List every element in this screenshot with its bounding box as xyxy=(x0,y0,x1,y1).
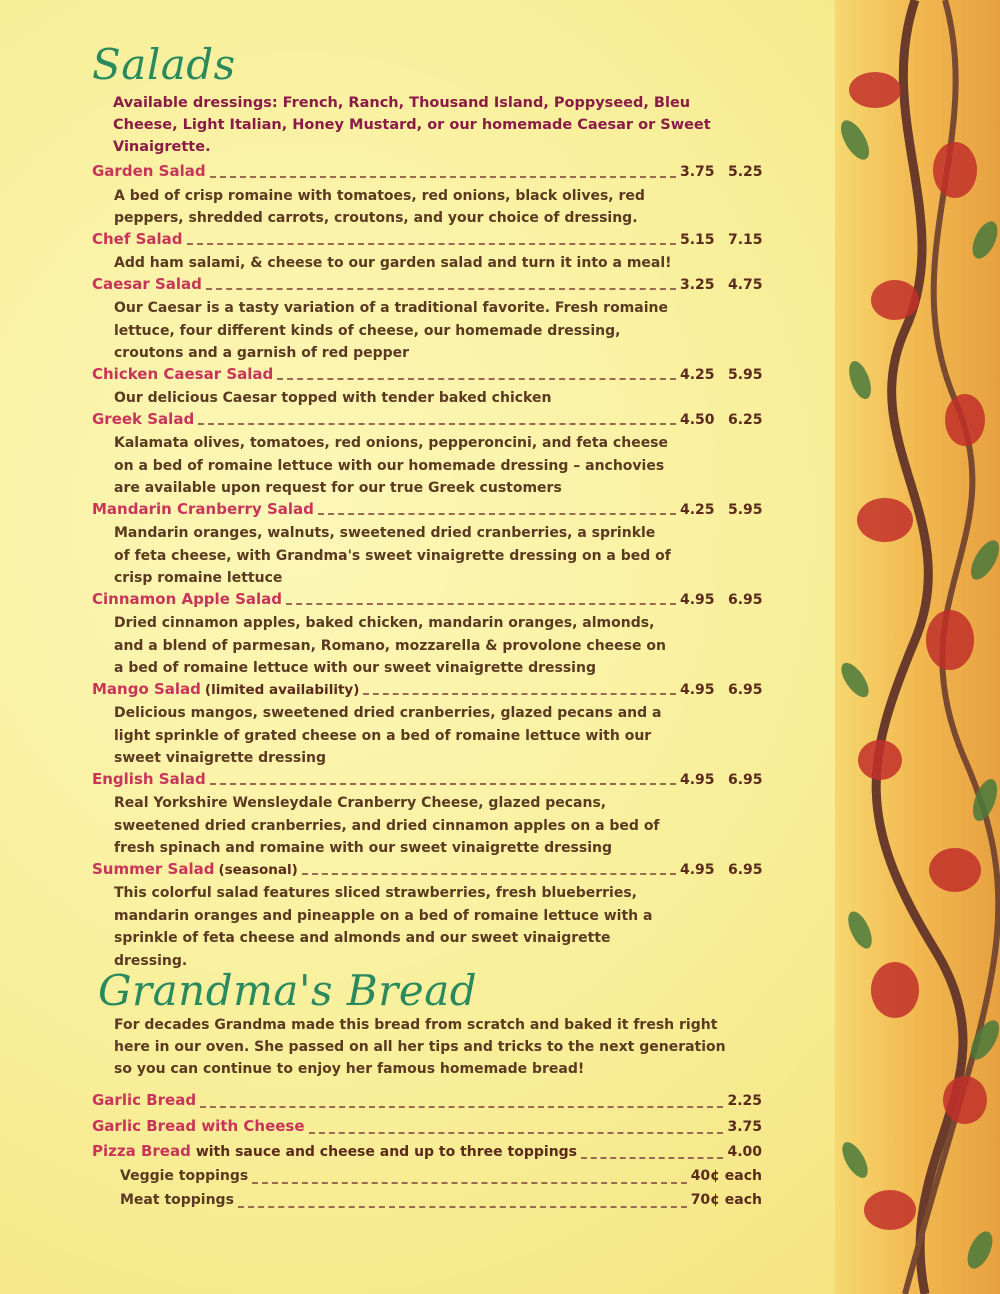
dressings-note: Available dressings: French, Ranch, Thousand Island, Poppyseed, Bleu Cheese, Light Italian, Honey Mustard, or our homemade Caesar or Sweet Vinaigrette. xyxy=(113,95,711,155)
topping-row xyxy=(92,1168,762,1192)
salad-item-row xyxy=(92,230,762,253)
salad-price-large: 5.25 xyxy=(728,164,763,180)
salad-item-description: Our delicious Caesar topped with tender baked chicken xyxy=(114,390,552,406)
salads-heading: Salads xyxy=(92,40,236,89)
dotted-leader xyxy=(210,175,676,178)
salad-price-large: 6.25 xyxy=(728,411,763,428)
salad-item-name: Mandarin Cranberry Salad xyxy=(92,499,314,518)
salad-price-small: 4.95 xyxy=(680,861,715,878)
salad-price-small: 4.95 xyxy=(680,591,715,608)
salad-item-name: Mango Salad xyxy=(92,679,201,698)
salad-item-row xyxy=(92,500,762,523)
salad-price-large: 5.95 xyxy=(728,366,763,383)
salad-item-row xyxy=(92,365,762,388)
salad-item-name: English Salad xyxy=(92,769,206,788)
dotted-leader xyxy=(252,1181,686,1184)
salad-item-description: Add ham salami, & cheese to our garden salad and turn it into a meal! xyxy=(114,255,672,271)
salad-item-row xyxy=(92,680,762,703)
floral-vine-decoration xyxy=(835,0,1000,1294)
salad-item-name: Chef Salad xyxy=(92,229,183,248)
bread-item-row xyxy=(92,1117,762,1143)
salad-item-description: Mandarin oranges, walnuts, sweetened dried cranberries, a sprinkle of feta cheese, with Grandma's sweet vinaigrette dressing on a bed of crisp romaine lettuce xyxy=(114,525,671,586)
topping-price: 40¢ each xyxy=(690,1167,762,1184)
salad-price-large: 5.95 xyxy=(728,501,763,518)
salad-price-small: 4.95 xyxy=(680,771,715,788)
salad-item-description: Real Yorkshire Wensleydale Cranberry Cheese, glazed pecans, sweetened dried cranberries, and dried cinnamon apples on a bed of fresh spinach and romaine with our sweet vinaigrette dressing xyxy=(114,795,660,856)
salad-item-row xyxy=(92,162,762,185)
salad-item-note: (limited availability) xyxy=(204,681,360,698)
dotted-leader xyxy=(277,377,676,380)
salad-item-description: This colorful salad features sliced strawberries, fresh blueberries, mandarin oranges and pineapple on a bed of romaine lettuce with a sprinkle of feta cheese and almonds and our sweet vinaigrette dressing. xyxy=(114,885,653,969)
salad-item-name: Chicken Caesar Salad xyxy=(92,364,274,383)
dotted-leader xyxy=(302,872,676,875)
salad-item-description: Kalamata olives, tomatoes, red onions, pepperoncini, and feta cheese on a bed of romaine lettuce with our homemade dressing – anchovies are available upon request for our true Greek customers xyxy=(114,435,669,496)
dotted-leader xyxy=(318,512,676,515)
bread-intro: For decades Grandma made this bread from scratch and baked it fresh right here in our oven. She passed on all her tips and tricks to the next generation so you can continue to enjoy her famous homemade bread! xyxy=(114,1017,726,1077)
salad-item-row xyxy=(92,275,762,298)
salad-item-description: Our Caesar is a tasty variation of a traditional favorite. Fresh romaine lettuce, four different kinds of cheese, our homemade dressing, croutons and a garnish of red pepper xyxy=(114,300,668,361)
salad-item-row xyxy=(92,590,762,613)
bread-item-name: Pizza Bread xyxy=(92,1142,191,1160)
salad-item-name: Garden Salad xyxy=(92,162,206,180)
salad-price-small: 3.25 xyxy=(680,276,715,293)
salad-item-name: Summer Salad xyxy=(92,859,215,878)
salad-price-small: 4.25 xyxy=(680,366,715,383)
topping-name: Meat toppings xyxy=(120,1191,234,1208)
bread-list xyxy=(92,1091,762,1216)
salad-price-large: 6.95 xyxy=(728,771,763,788)
topping-row xyxy=(92,1192,762,1216)
salad-price-large: 4.75 xyxy=(728,276,763,293)
salad-item-name: Caesar Salad xyxy=(92,274,202,293)
dotted-leader xyxy=(187,242,676,245)
salad-price-large: 6.95 xyxy=(728,591,763,608)
salad-item-row xyxy=(92,860,762,883)
salad-item-description: A bed of crisp romaine with tomatoes, red onions, black olives, red peppers, shredded carrots, croutons, and your choice of dressing. xyxy=(114,187,645,226)
salad-item-note: (seasonal) xyxy=(218,861,298,878)
salad-item-row xyxy=(92,410,762,433)
salad-price-small: 3.75 xyxy=(680,164,715,180)
bread-item-price: 2.25 xyxy=(727,1093,762,1109)
bread-item-price: 4.00 xyxy=(727,1144,762,1160)
salad-list xyxy=(92,162,762,972)
salad-item-name: Greek Salad xyxy=(92,409,195,428)
dotted-leader xyxy=(363,692,676,695)
salad-item-description: Dried cinnamon apples, baked chicken, mandarin oranges, almonds, and a blend of parmesan, Romano, mozzarella & provolone cheese on a bed of romaine lettuce with our sweet vinaigrette dressing xyxy=(114,615,666,676)
salad-price-large: 6.95 xyxy=(728,681,763,698)
salad-price-small: 4.25 xyxy=(680,501,715,518)
dotted-leader xyxy=(581,1156,723,1159)
bread-heading: Grandma's Bread xyxy=(98,966,478,1015)
dotted-leader xyxy=(200,1105,723,1108)
dotted-leader xyxy=(210,782,676,785)
salad-price-small: 4.50 xyxy=(680,411,715,428)
salad-item-row xyxy=(92,770,762,793)
bread-item-row xyxy=(92,1142,762,1168)
topping-name: Veggie toppings xyxy=(120,1167,249,1184)
bread-item-price: 3.75 xyxy=(727,1118,762,1135)
bread-item-extra: with sauce and cheese and up to three toppings xyxy=(195,1144,578,1160)
salad-price-small: 5.15 xyxy=(680,231,715,248)
bread-item-name: Garlic Bread with Cheese xyxy=(92,1116,305,1135)
salad-price-large: 7.15 xyxy=(728,231,763,248)
dotted-leader xyxy=(198,422,676,425)
dotted-leader xyxy=(206,287,676,290)
topping-price: 70¢ each xyxy=(690,1191,762,1208)
salad-price-small: 4.95 xyxy=(680,681,715,698)
salad-price-large: 6.95 xyxy=(728,861,763,878)
dotted-leader xyxy=(309,1131,724,1134)
salad-item-description: Delicious mangos, sweetened dried cranberries, glazed pecans and a light sprinkle of grated cheese on a bed of romaine lettuce with our sweet vinaigrette dressing xyxy=(114,705,662,766)
bread-item-row xyxy=(92,1091,762,1117)
salad-item-name: Cinnamon Apple Salad xyxy=(92,589,283,608)
bread-item-name: Garlic Bread xyxy=(92,1091,197,1109)
dotted-leader xyxy=(286,602,676,605)
dotted-leader xyxy=(238,1205,687,1208)
